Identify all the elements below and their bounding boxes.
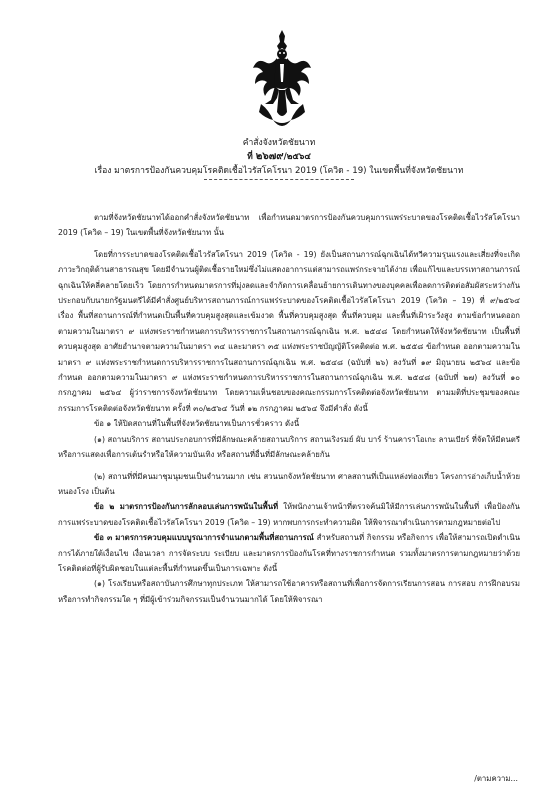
- order-year: /๒๕๖๔: [283, 152, 311, 162]
- order-number-line: [0, 150, 558, 164]
- clause-3-item-1: (๑) โรงเรียนหรือสถาบันการศึกษาทุกประเภท ให้สามารถใช้อาคารหรือสถานที่เพื่อการจัดการเรียนการสอน การสอบ การฝึกอบรม หรือการทำกิจกรรมใด ๆ ที่มีผู้เข้าร่วมกิจกรรมเป็นจำนวนมากได้ โดยให้พิจารณา: [58, 579, 520, 604]
- order-number: ๒๖๗๙: [255, 151, 284, 162]
- divider: [204, 179, 354, 180]
- order-subject: เรื่อง มาตรการป้องกันควบคุมโรคติดเชื้อไวรัสโคโรนา 2019 (โควิด - 19) ในเขตพื้นที่จังหวัดชัยนาท: [94, 166, 464, 176]
- clause-2-body: ให้พนักงานเจ้าหน้าที่ตรวจค้นมิให้มีการเล่นการพนันในพื้นที่ เพื่อป้องกันการแพร่ระบาดของโรคติดเชื้อไวรัสโคโรนา 2019 (โควิด – 19) หากพบการกระทำความผิด ให้พิจารณาดำเนินการตามกฎหมายต่อไป: [58, 502, 520, 527]
- document-title: คำสั่งจังหวัดชัยนาท: [242, 138, 316, 148]
- garuda-emblem-icon: [251, 28, 313, 132]
- continuation-marker: /ตามความ...: [474, 774, 518, 783]
- clause-1-item-2: (๒) สถานที่ที่มีคนมาชุมนุมชนเป็นจำนวนมาก เช่น สวนนกจังหวัดชัยนาท ศาลสถานที่เป็นแหล่งท่องเที่ยว โครงการอ่างเก็บน้ำห้วยหนองโรง เป็นต้น: [58, 471, 520, 496]
- clause-3-title: ข้อ ๓ มาตรการควบคุมแบบบูรณาการจำแนกตามพื้นที่สถานการณ์: [94, 533, 314, 543]
- intro-paragraph: ตามที่จังหวัดชัยนาทได้ออกคำสั่งจังหวัดชัยนาท เพื่อกำหนดมาตรการป้องกันควบคุมการแพร่ระบาดของโรคติดเชื้อไวรัสโคโรนา 2019 (โควิด – 19) ในเขตพื้นที่จังหวัดชัยนาท นั้น: [58, 213, 520, 238]
- clause-2-title: ข้อ ๒ มาตรการป้องกันการลักลอบเล่นการพนันในพื้นที่: [94, 502, 279, 512]
- clause-3-paragraph: [58, 530, 520, 576]
- order-prefix: ที่: [247, 152, 253, 162]
- clause-1-item-1: (๑) สถานบริการ สถานประกอบการที่มีลักษณะคล้ายสถานบริการ สถานเริงรมย์ ผับ บาร์ ร้านคาราโอเกะ ลานเบียร์ ที่จัดให้มีดนตรี หรือการแสดงเพื่อการเต้นรำหรือให้ความบันเทิง หรือสถานที่อื่นที่มีลักษณะคล้ายกัน: [58, 434, 520, 460]
- order-body: [58, 210, 520, 607]
- clause-1-title: ข้อ ๑ ให้ปิดสถานที่ในพื้นที่จังหวัดชัยนาทเป็นการชั่วคราว ดังนี้: [94, 419, 300, 429]
- clause-3-body: สำหรับสถานที่ กิจกรรม หรือกิจการ เพื่อให้สามารถเปิดดำเนินการได้ภายใต้เงื่อนไข เงื่อนเวลา การจัดระบบ ระเบียบ และมาตรการป้องกันโรคที่ทางราชการกำหนด รวมทั้งมาตรการตามกฎหมายว่าด้วยโรคติดต่อที่ผู้รับผิดชอบในแต่ละพื้นที่กำหนดขึ้นเป็นการเฉพาะ ดังนี้: [58, 533, 520, 573]
- preamble-paragraph: โดยที่การระบาดของโรคติดเชื้อไวรัสโคโรนา 2019 (โควิด - 19) ยังเป็นสถานการณ์ฉุกเฉินได้ทวีความรุนแรงและเสี่ยงที่จะเกิดภาวะวิกฤติด้านสาธารณสุข โดยมีจำนวนผู้ติดเชื้อรายใหม่ซึ่งไม่แสดงอาการแต่สามารถแพร่กระจายได้ง่าย เพื่อแก้ไขและบรรเทาสถานการณ์ฉุกเฉินให้คลี่คลายโดยเร็ว โดยการกำหนดมาตรการที่มุ่งลดและจำกัดการเคลื่อนย้ายการเดินทางของบุคคลเพื่อลดการติดต่อสัมผัสระหว่างกัน ประกอบกับนายกรัฐมนตรีได้มีคำสั่งศูนย์บริหารสถานการณ์การแพร่ระบาดของโรคติดเชื้อไวรัสโคโรนา 2019 (โควิด – 19) ที่ ๙/๒๕๖๔ เรื่อง พื้นที่สถานการณ์ที่กำหนดเป็นพื้นที่ควบคุมสูงสุดและเข้มงวด พื้นที่ควบคุมสูงสุด พื้นที่ควบคุม และพื้นที่เฝ้าระวังสูง ตามข้อกำหนดออกตามความในมาตรา ๙ แห่งพระราชกำหนดการบริหารราชการในสถานการณ์ฉุกเฉิน พ.ศ. ๒๕๔๘ โดยกำหนดให้จังหวัดชัยนาท เป็นพื้นที่ควบคุมสูงสุด อาศัยอำนาจตามความในมาตรา ๓๔ และมาตรา ๓๕ แห่งพระราชบัญญัติโรคติดต่อ พ.ศ. ๒๕๕๘ ข้อกำหนด ออกตามความในมาตรา ๙ แห่งพระราชกำหนดการบริหารราชการในสถานการณ์ฉุกเฉิน พ.ศ. ๒๕๔๘ (ฉบับที่ ๒๖) ลงวันที่ ๑๙ มิถุนายน ๒๕๖๔ และข้อกำหนด ออกตามความในมาตรา ๙ แห่งพระราชกำหนดการบริหารราชการในสถานการณ์ฉุกเฉิน พ.ศ. ๒๕๔๘ (ฉบับที่ ๒๗) ลงวันที่ ๑๐ กรกฎาคม ๒๕๖๔ ผู้ว่าราชการจังหวัดชัยนาท โดยความเห็นชอบของคณะกรรมการโรคติดต่อจังหวัดชัยนาท ตามมติที่ประชุมของคณะกรรมการโรคติดต่อจังหวัดชัยนาท ครั้งที่ ๓๐/๒๕๖๔ วันที่ ๑๒ กรกฎาคม ๒๕๖๔ จึงมีคำสั่ง ดังนี้: [58, 249, 520, 413]
- order-header: [0, 136, 558, 180]
- clause-2-paragraph: [58, 499, 520, 530]
